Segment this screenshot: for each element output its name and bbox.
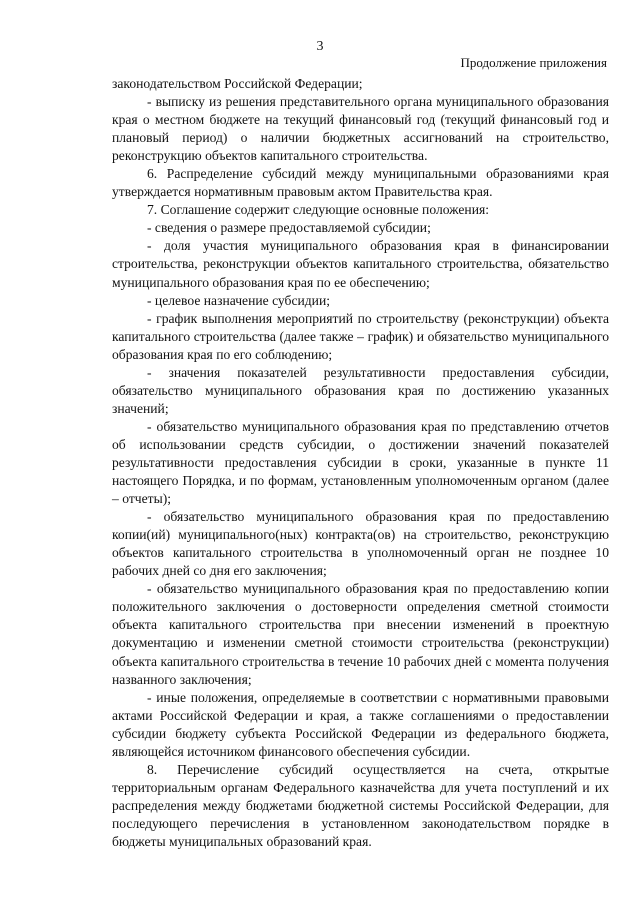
continuation-label: Продолжение приложения — [460, 55, 607, 70]
page-number: 3 — [316, 39, 324, 54]
list-item-expert-opinion: - обязательство муниципального образования края по предоставлению копии положительного заключения о достоверности определения сметной стоимости объекта капитального строительства при внесении изменений в проектную документацию и изменении сметной стоимости строительства (реконструкции) объекта капитального строительства в течение 10 рабочих дней с момента получения названного заключения; — [112, 581, 609, 687]
list-item-purpose: - целевое назначение субсидии; — [147, 292, 331, 308]
list-item-reports: - обязательство муниципального образования края по представлению отчетов об использовании средств субсидии, о достижении значений показателей результативности предоставления субсидии в сроки, указанные в пункте 11 настоящего Порядка, и по формам, установленным уполномоченным органом (далее – отчеты); — [112, 418, 609, 507]
list-item-share: - доля участия муниципального образования края в финансировании строительства, реконструкции объектов капитального строительства, обязательство муниципального образования края по ее обеспечению; — [112, 238, 609, 290]
list-item-contracts: - обязательство муниципального образования края по предоставлению копии(ий) муниципального(ных) контракта(ов) на строительство, реконструкцию объектов капитального строительства в уполномоченный орган не позднее 10 рабочих дней со дня его заключения; — [112, 509, 609, 579]
clause-6: 6. Распределение субсидий между муниципальными образованиями края утверждается нормативным правовым актом Правительства края. — [112, 166, 609, 200]
list-item-other: - иные положения, определяемые в соответствии с нормативными правовыми актами Российской Федерации и края, а также соглашениями о предоставлении субсидии бюджету субъекта Российской Федерации из федерального бюджета, являющейся источником финансового обеспечения субсидии. — [112, 689, 609, 759]
clause-8: 8. Перечисление субсидий осуществляется на счета, открытые территориальным органам Федерального казначейства для учета поступлений и их распределения между бюджетами бюджетной системы Российской Федерации, для последующего перечисления в установленном законодательством порядке в бюджеты муниципальных образований края. — [112, 761, 609, 849]
document-body — [112, 75, 609, 851]
list-item-schedule: - график выполнения мероприятий по строительству (реконструкции) объекта капитального строительства (далее также – график) и обязательство муниципального образования края по его соблюдению; — [112, 310, 609, 362]
list-item-subsidy-size: - сведения о размере предоставляемой субсидии; — [147, 220, 431, 236]
clause-7: 7. Соглашение содержит следующие основные положения: — [147, 202, 490, 218]
paragraph-continuation: законодательством Российской Федерации; — [112, 76, 363, 91]
list-item-indicators: - значения показателей результативности предоставления субсидии, обязательство муниципального образования края по достижению указанных значений; — [112, 364, 609, 416]
list-item-budget-extract: - выписку из решения представительного органа муниципального образования края о местном бюджете на текущий финансовый год (текущий финансовый год и плановый период) о наличии бюджетных ассигнований на строительство, реконструкцию объектов капитального строительства. — [112, 94, 609, 164]
